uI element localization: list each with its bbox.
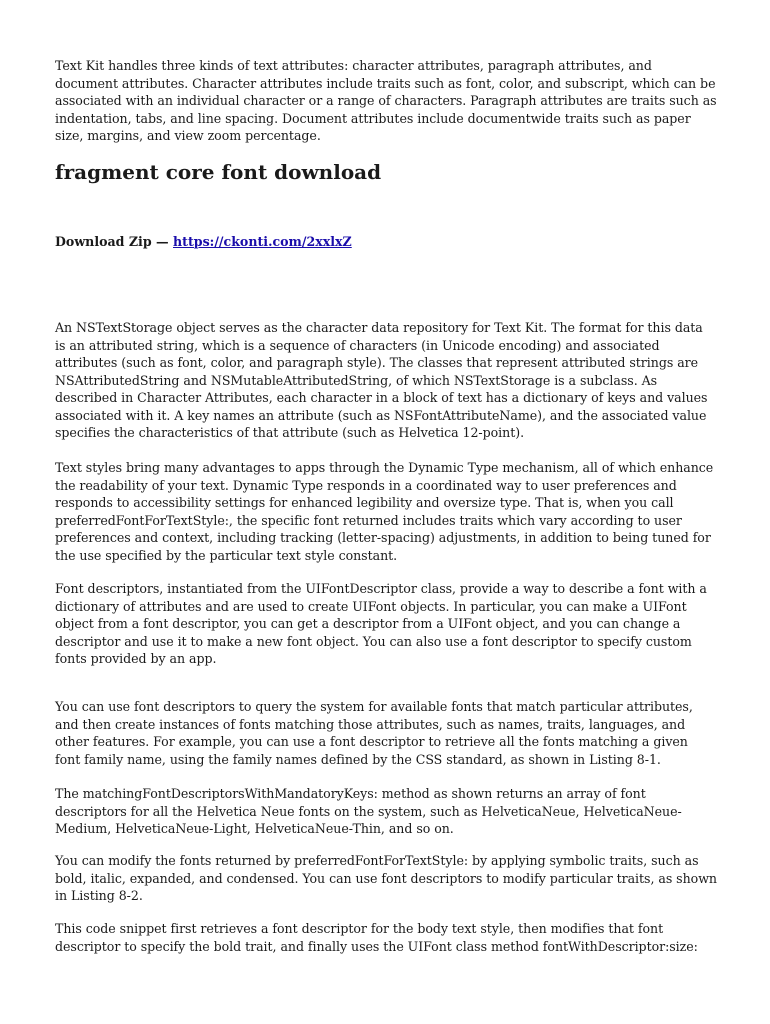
body-paragraph: You can modify the fonts returned by preferredFontForTextStyle: by applying symbolic traits, such as bold, italic, expanded, and condensed. You can use font descriptors to modify particular traits, as shown in Listing 8-2. <box>55 853 717 903</box>
body-paragraph: Text styles bring many advantages to apps through the Dynamic Type mechanism, all of which enhance the readability of your text. Dynamic Type responds in a coordinated way to user preferences and responds to accessibility settings for enhanced legibility and oversize type. That is, when you call preferredFontForTextStyle:, the specific font returned includes traits which vary according to user preferences and context, including tracking (letter-spacing) adjustments, in addition to being tuned for the use specified by the particular text style constant. <box>55 460 714 563</box>
body-paragraph: An NSTextStorage object serves as the character data repository for Text Kit. The format for this data is an attributed string, which is a sequence of characters (in Unicode encoding) and associated attributes (such as font, color, and paragraph style). The classes that represent attributed strings are NSAttributedString and NSMutableAttributedString, of which NSTextStorage is a subclass. As described in Character Attributes, each character in a block of text has a dictionary of keys and values associated with it. A key names an attribute (such as NSFontAttributeName), and the associated value specifies the characteristics of that attribute (such as Helvetica 12-point). <box>55 320 708 440</box>
intro-paragraph: Text Kit handles three kinds of text attributes: character attributes, paragraph attributes, and document attributes. Character attributes include traits such as font, color, and subscript, which can be associated with an individual character or a range of characters. Paragraph attributes are traits such as indentation, tabs, and line spacing. Document attributes include documentwide traits such as paper size, margins, and view zoom percentage. <box>55 58 717 143</box>
download-line <box>55 233 352 251</box>
body-paragraph: This code snippet first retrieves a font descriptor for the body text style, then modifies that font descriptor to specify the bold trait, and finally uses the UIFont class method fontWithDescriptor:size: <box>55 921 698 954</box>
download-link[interactable]: https://ckonti.com/2xxlxZ <box>173 234 352 249</box>
page-title: fragment core font download <box>55 160 382 184</box>
body-paragraph: The matchingFontDescriptorsWithMandatoryKeys: method as shown returns an array of font descriptors for all the Helvetica Neue fonts on the system, such as HelveticaNeue, HelveticaNeue-Medium, HelveticaNeue-Light, HelveticaNeue-Thin, and so on. <box>55 786 682 836</box>
body-paragraph: You can use font descriptors to query the system for available fonts that match particular attributes, and then create instances of fonts matching those attributes, such as names, traits, languages, and other features. For example, you can use a font descriptor to retrieve all the fonts matching a given font family name, using the family names defined by the CSS standard, as shown in Listing 8-1. <box>55 699 693 767</box>
body-paragraph: Font descriptors, instantiated from the UIFontDescriptor class, provide a way to describe a font with a dictionary of attributes and are used to create UIFont objects. In particular, you can make a UIFont object from a font descriptor, you can get a descriptor from a UIFont object, and you can change a descriptor and use it to make a new font object. You can also use a font descriptor to specify custom fonts provided by an app. <box>55 581 707 666</box>
download-label: Download Zip — <box>55 234 173 249</box>
